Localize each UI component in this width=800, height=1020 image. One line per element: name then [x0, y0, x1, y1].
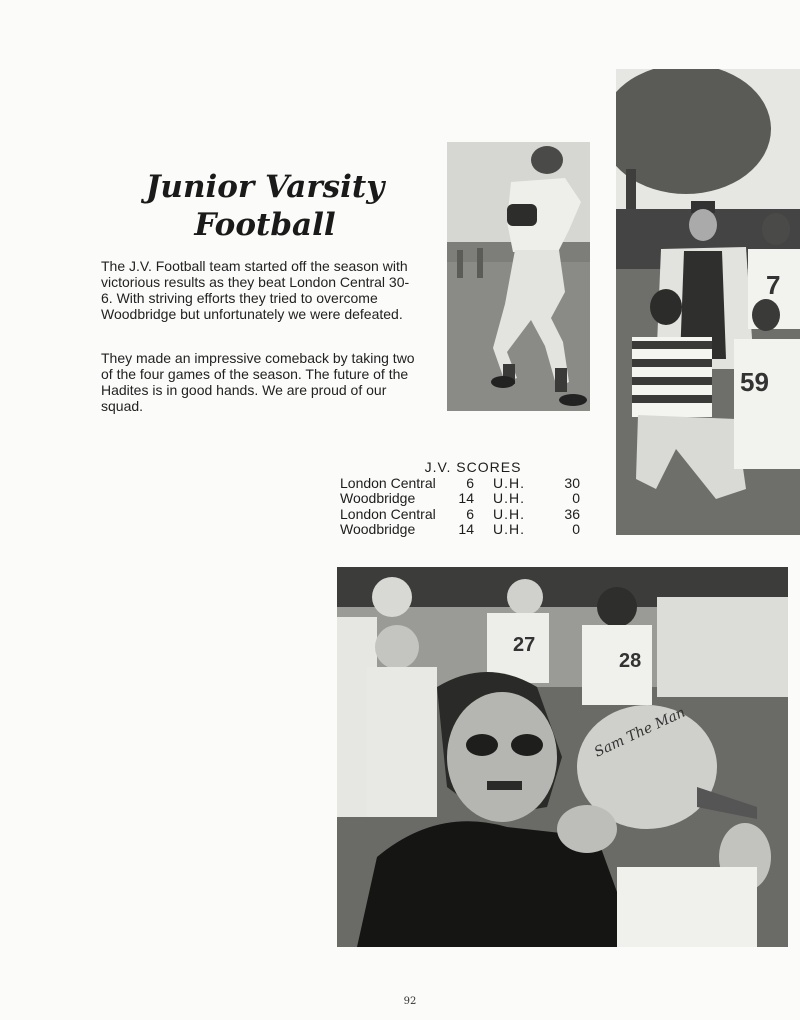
jersey-number: 28 [619, 650, 642, 672]
title-line-2: Football [194, 207, 336, 243]
home-score: 0 [572, 521, 580, 537]
jv-scores-table [340, 460, 596, 538]
team-coach-photo [616, 69, 800, 535]
bench-photo [337, 567, 788, 947]
intro-paragraph: The J.V. Football team started off the season with victorious results as they beat London Central 30-6. With striving efforts they tried to overcome Woodbridge but unfortunately we were defeated. [101, 258, 410, 322]
opponent-score: 14 [458, 490, 474, 506]
score-row [340, 522, 596, 538]
jersey-number: 27 [513, 634, 536, 656]
helmet-scrawl: Sam The Man [591, 704, 688, 761]
home-team: U.H. [493, 490, 525, 506]
title-line-1: Junior Varsity [145, 169, 385, 205]
score-row [340, 491, 596, 507]
home-team: U.H. [493, 474, 525, 491]
home-score: 36 [564, 505, 580, 522]
score-row [340, 507, 596, 523]
scores-heading: J.V. SCORES [424, 459, 522, 475]
svg-text:7: 7 [766, 270, 781, 300]
score-row [340, 476, 596, 492]
home-score: 30 [564, 474, 580, 491]
page-number: 92 [403, 996, 417, 1007]
home-score: 0 [572, 490, 580, 506]
opponent-name: Woodbridge [340, 521, 416, 537]
season-paragraph: They made an impressive comeback by taking two of the four games of the season. The future of the Hadites is in good hands. We are proud of our squad. [101, 350, 415, 414]
home-team: U.H. [493, 521, 525, 537]
home-team: U.H. [493, 505, 525, 522]
opponent-score: 6 [466, 474, 474, 491]
opponent-name: Woodbridge [340, 490, 416, 506]
opponent-name: London Central [340, 505, 436, 522]
opponent-name: London Central [340, 474, 436, 491]
page-title [120, 168, 410, 244]
opponent-score: 6 [466, 505, 474, 522]
svg-text:59: 59 [740, 367, 769, 397]
opponent-score: 14 [458, 521, 474, 537]
player-photo [447, 142, 590, 411]
